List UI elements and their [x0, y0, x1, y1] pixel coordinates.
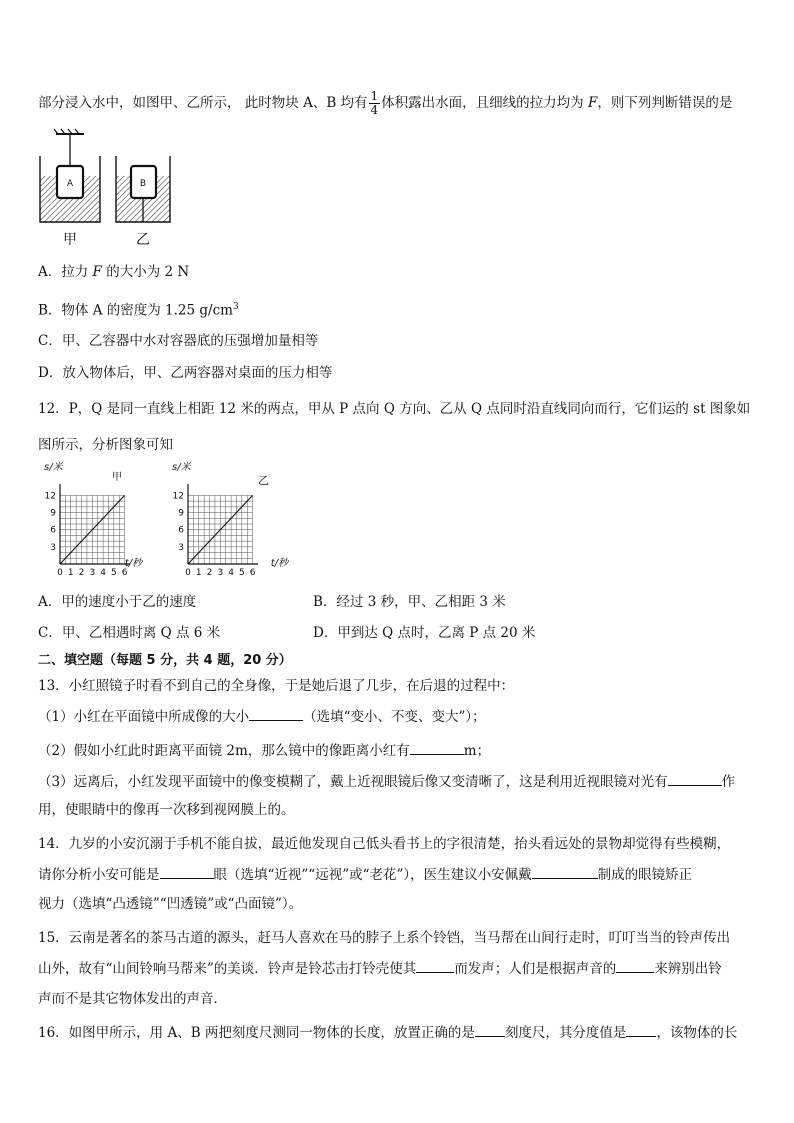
option-b-superscript: 3	[232, 302, 239, 312]
answer-blank[interactable]	[475, 1022, 505, 1037]
x-axis-label: t/秒	[270, 558, 288, 569]
fraction-one-quarter	[369, 90, 381, 117]
q12-stem-line1: 12．P，Q 是同一直线上相距 12 米的两点，甲从 P 点向 Q 方向、乙从 Q 点同时沿直线同向而行，它们运的 st 图象如	[38, 401, 751, 417]
y-tick-label: 12	[172, 491, 184, 502]
series-label: 乙	[258, 474, 269, 487]
x-tick-label: 1	[67, 568, 74, 578]
section-2-title: 二、填空题（每题 5 分，共 4 题，20 分）	[38, 653, 292, 668]
x-tick-label: 5	[110, 568, 117, 578]
q15-line2-c: 来辨别出铃	[654, 961, 722, 977]
q11-option-d: D．放入物体后，甲、乙两容器对桌面的压力相等	[38, 365, 333, 381]
fraction-numerator: 1	[370, 89, 379, 103]
q13-p2-a: （2）假如小红此时距离平面镜 2m，那么镜中的像距离小红有	[38, 743, 410, 759]
q13-part1	[38, 706, 486, 726]
q14-line2-b: 眼（选填“近视”“远视”或“老花”），医生建议小安佩戴	[213, 867, 532, 883]
x-tick-label: 6	[249, 568, 256, 578]
option-a-post: 的大小为 2 N	[101, 264, 190, 280]
y-tick-label: 6	[50, 525, 56, 536]
q12-option-d: D．甲到达 Q 点时，乙离 P 点 20 米	[313, 625, 536, 641]
answer-blank[interactable]	[668, 771, 722, 786]
var-f: F	[587, 95, 598, 111]
caption-jia: 甲	[63, 232, 77, 248]
q12-stem-line2: 图所示，分析图象可知	[38, 437, 173, 453]
q13-p2-b: m；	[463, 743, 491, 759]
answer-blank[interactable]	[416, 958, 454, 973]
container-yi	[116, 156, 170, 222]
q13-part3	[38, 771, 735, 791]
q15-line3: 声而不是其它物体发出的声音．	[38, 991, 227, 1007]
answer-blank[interactable]	[616, 958, 654, 973]
q16-line1-b: 刻度尺，其分度值是	[504, 1025, 627, 1041]
answer-blank[interactable]	[532, 864, 598, 879]
option-a-pre: A．拉力	[38, 264, 93, 280]
answer-blank[interactable]	[626, 1022, 656, 1037]
x-tick-label: 3	[89, 568, 96, 578]
q11-option-c: C．甲、乙容器中水对容器底的压强增加量相等	[38, 333, 319, 349]
y-tick-label: 9	[50, 508, 56, 519]
y-tick-label: 3	[50, 542, 56, 553]
q14-line2	[38, 864, 692, 884]
ceiling-support	[54, 129, 84, 166]
y-tick-label: 3	[178, 542, 184, 553]
q14-line3: 视力（选填“凸透镜”“凹透镜”或“凸面镜”）。	[38, 896, 303, 912]
y-axis-label: s/米	[44, 462, 63, 473]
q11-stem-part-c: ，则下列判断错误的是	[597, 95, 733, 111]
q13-part3-cont: 用，使眼睛中的像再一次移到视网膜上的。	[38, 802, 295, 818]
answer-blank[interactable]	[160, 864, 214, 879]
x-tick-label: 4	[228, 568, 234, 578]
q13-stem: 13．小红照镜子时看不到自己的全身像，于是她后退了几步，在后退的过程中：	[38, 678, 515, 694]
block-b-label: B	[139, 179, 147, 189]
q11-option-a	[38, 263, 189, 281]
q16-line1-a: 16．如图甲所示，用 A、B 两把刻度尺测同一物体的长度，放置正确的是	[38, 1025, 475, 1041]
q14-line1: 14．九岁的小安沉溺于手机不能自拔，最近他发现自己低头看书上的字很清楚，抬头看远处的景物却觉得有些模糊，	[38, 836, 731, 852]
y-tick-label: 6	[178, 525, 184, 536]
q16-line1	[38, 1022, 737, 1042]
x-tick-label: 2	[206, 568, 213, 578]
answer-blank[interactable]	[249, 706, 303, 721]
x-tick-label: 6	[121, 568, 128, 578]
q16-line1-c: ，该物体的长	[656, 1025, 738, 1041]
q14-line2-c: 制成的眼镜矫正	[597, 867, 693, 883]
answer-blank[interactable]	[410, 740, 464, 755]
chart-plot-group	[45, 484, 130, 578]
y-tick-label: 12	[44, 491, 56, 502]
block-a-label: A	[66, 179, 74, 189]
y-axis-label: s/米	[172, 462, 191, 473]
caption-yi: 乙	[136, 232, 150, 248]
x-tick-label: 5	[238, 568, 245, 578]
st-graph-yi	[166, 460, 291, 582]
q12-option-c: C．甲、乙相遇时离 Q 点 6 米	[38, 625, 221, 641]
container-jia	[40, 156, 100, 222]
q11-figure	[36, 128, 186, 248]
chart-plot-group	[173, 484, 258, 578]
q12-option-a: A．甲的速度小于乙的速度	[38, 594, 197, 610]
x-tick-label: 4	[100, 568, 106, 578]
fraction-denominator: 4	[370, 103, 379, 117]
q15-line2-a: 山外，故有“山间铃响马帮来”的美谈．铃声是铃芯击打铃壳使其	[38, 961, 417, 977]
y-tick-label: 9	[178, 508, 184, 519]
q11-stem-part-a: 部分浸入水中，如图甲、乙所示， 此时物块 A、B 均有	[38, 95, 368, 111]
q11-stem	[38, 90, 732, 117]
q13-part2	[38, 740, 490, 760]
option-a-var: F	[92, 264, 102, 280]
q13-p3-a: （3）远离后，小红发现平面镜中的像变模糊了，戴上近视眼镜后像又变清晰了，这是利用近视眼镜对光有	[38, 774, 668, 790]
q15-line2	[38, 958, 722, 978]
x-tick-label: 3	[217, 568, 224, 578]
q11-option-b	[38, 298, 239, 320]
q13-p1-a: （1）小红在平面镜中所成像的大小	[38, 709, 250, 725]
x-tick-label: 0	[185, 568, 191, 578]
x-tick-label: 0	[57, 568, 63, 578]
option-b-text: B．物体 A 的密度为 1.25 g/cm	[38, 302, 233, 319]
x-tick-label: 1	[195, 568, 202, 578]
q15-line2-b: 而发声；人们是根据声音的	[454, 961, 617, 977]
q13-p3-b: 作	[721, 774, 736, 790]
q12-option-b: B．经过 3 秒，甲、乙相距 3 米	[313, 594, 506, 610]
q15-line1: 15．云南是著名的茶马古道的源头，赶马人喜欢在马的脖子上系个铃铛，当马帮在山间行走时，叮叮当当的铃声传出	[38, 930, 731, 946]
x-axis-label: t/秒	[124, 558, 142, 569]
q14-line2-a: 请你分析小安可能是	[38, 867, 160, 883]
x-tick-label: 2	[78, 568, 85, 578]
st-graph-jia	[38, 460, 143, 582]
q11-stem-part-b: 体积露出水面，且细线的拉力均为	[381, 95, 588, 111]
q13-p1-b: （选填“变小、不变、变大”）；	[303, 709, 486, 725]
series-label: 甲	[112, 472, 122, 483]
